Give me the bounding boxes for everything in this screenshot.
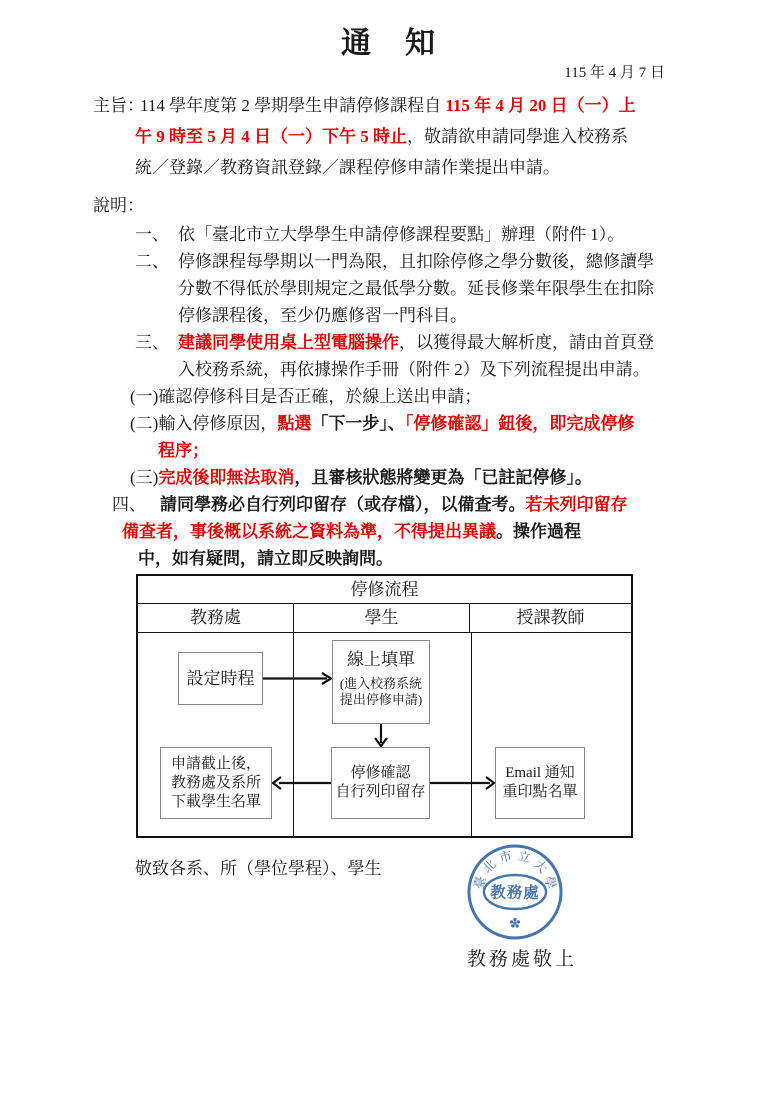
text-segment: 分數不得低於學則規定之最低學分數。延長修業年限學生在扣除 <box>178 279 654 298</box>
text-segment: 114 學年度第 2 學期學生申請停修課程自 <box>140 96 446 115</box>
text-segment: (二)輸入停修原因， <box>130 414 278 433</box>
explanation-label <box>0 190 778 221</box>
text-segment: 二、 <box>135 252 169 271</box>
item-4-line-2 <box>0 518 778 545</box>
stamp-ring-char: 市 <box>497 848 514 866</box>
stamp-ring-char: 臺 <box>471 874 489 891</box>
text-segment: 依「臺北市立大學學生申請停修課程要點」辦理（附件 1）。 <box>178 225 625 244</box>
text-segment: 三、 <box>135 333 169 352</box>
text-segment: 程序； <box>158 441 209 460</box>
document-date: 115 年 4 月 7 日 <box>564 65 665 81</box>
flowchart-table <box>136 574 633 838</box>
item-2-line-3 <box>0 302 778 329</box>
text-segment: (三) <box>130 468 159 487</box>
text-segment: 中，如有疑問，請立即反映詢問。 <box>138 549 393 568</box>
document-title: 通 知 <box>341 27 437 60</box>
text-segment: ，敬請欲申請同學進入校務系 <box>407 127 628 146</box>
box-text-line: Email 通知 <box>505 765 575 781</box>
text-segment: 停修課程每學期以一門為限，且扣除停修之學分數後，總修讀學 <box>178 252 654 271</box>
box-text-line: 重印點名單 <box>502 784 578 800</box>
item-4-line-1 <box>0 491 778 518</box>
stamp-center-text: 教務處 <box>490 884 540 902</box>
stamp-emblem-icon <box>510 918 520 928</box>
box-online-form <box>332 640 430 724</box>
sub-item-2-line-2 <box>0 437 778 464</box>
box-text-line: 停修確認 <box>350 765 411 781</box>
closing-line: 敬致各系、所（學位學程）、學生 <box>135 859 382 878</box>
item-3-line-1 <box>0 329 778 356</box>
text-segment: 主旨： <box>93 96 144 115</box>
text-segment: 一、 <box>135 225 169 244</box>
document-body <box>0 90 778 572</box>
stamp-ring-char: 大 <box>531 857 550 876</box>
item-4-line-3 <box>0 545 778 572</box>
text-segment: 「停修確認」鈕後，即完成停修 <box>404 414 635 433</box>
subject-line-1 <box>0 90 778 121</box>
column-header-student: 學生 <box>293 604 470 632</box>
stamp-ring-char: 立 <box>516 848 533 866</box>
sub-item-3 <box>0 464 778 491</box>
box-set-schedule <box>178 652 263 705</box>
item-2-line-2 <box>0 275 778 302</box>
text-segment: 說明： <box>93 196 144 215</box>
text-segment: 午 9 時至 5 月 4 日（一）下午 5 時止 <box>135 127 407 146</box>
column-header-registrar: 教務處 <box>190 608 241 627</box>
sub-item-2-line-1 <box>0 410 778 437</box>
text-segment: 「下一步」、 <box>311 414 405 433</box>
box-text-line: 自行列印留存 <box>335 784 426 800</box>
stamp-ring-char: 學 <box>541 874 559 891</box>
text-segment: 建議同學使用桌上型電腦操作 <box>178 333 399 352</box>
signature-line: 教務處敬上 <box>467 949 578 970</box>
stamp-ring-char: 北 <box>480 857 499 876</box>
text-segment: 入校務系統，再依據操作手冊（附件 2）及下列流程提出申請。 <box>178 360 650 379</box>
item-1 <box>0 221 778 248</box>
text-segment: ，以獲得最大解析度，請由首頁登 <box>399 333 654 352</box>
text-segment: 備查者，事後概以系統之資料為準，不得提出異議 <box>122 522 496 541</box>
text-segment: 點選 <box>277 414 312 433</box>
text-segment: 四、 <box>112 495 146 514</box>
box-online-form-title: 線上填單 <box>347 650 415 669</box>
text-segment: (一)確認停修科目是否正確，於線上送出申請； <box>130 387 482 406</box>
office-stamp <box>465 842 565 942</box>
text-segment: ，且審核狀態將變更為「已註記停修」。 <box>294 468 592 487</box>
item-2-line-1 <box>0 248 778 275</box>
text-segment: 請同學務必自行列印留存（或存檔），以備查考。 <box>160 495 526 514</box>
flowchart-title: 停修流程 <box>138 576 631 604</box>
item-3-line-2 <box>0 356 778 383</box>
text-segment: 完成後即無法取消 <box>158 468 295 487</box>
box-text-line: 申請截止後， <box>170 755 261 772</box>
box-email-notify <box>495 747 585 819</box>
text-segment: 。操作過程 <box>496 522 581 541</box>
flowchart-body <box>138 633 631 836</box>
text-segment: 115 年 4 月 20 日（一）上 <box>445 96 636 115</box>
box-text-line: 設定時程 <box>186 669 255 688</box>
subject-line-3 <box>0 152 778 183</box>
box-download-list <box>160 747 272 819</box>
box-text-line: (進入校務系統 <box>339 676 423 691</box>
text-segment: 若未列印留存 <box>525 495 628 514</box>
box-online-form-note <box>340 676 422 708</box>
flowchart-header-row <box>138 604 631 633</box>
box-confirm-print <box>331 747 430 819</box>
column-header-teacher: 授課教師 <box>516 608 585 627</box>
sub-item-1 <box>0 383 778 410</box>
box-text-line: 下載學生名單 <box>170 793 261 810</box>
text-segment: 停修課程後，至少仍應修習一門科目。 <box>178 306 467 325</box>
subject-line-2 <box>0 121 778 152</box>
text-segment: 統／登錄／教務資訊登錄／課程停修申請作業提出申請。 <box>135 158 560 177</box>
box-text-line: 提出停修申請) <box>339 692 423 707</box>
box-text-line: 教務處及系所 <box>170 774 261 791</box>
